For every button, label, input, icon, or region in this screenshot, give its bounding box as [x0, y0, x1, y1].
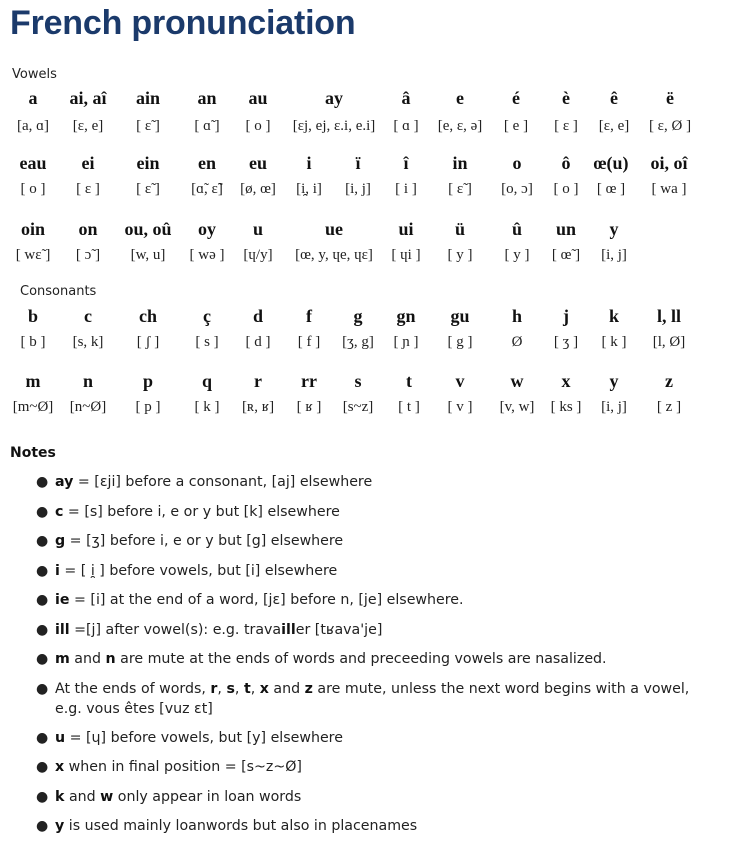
letter-cell: œ(u): [593, 153, 629, 173]
letter-cell: ê: [610, 88, 618, 108]
ipa-cell: [ø, œ]: [240, 181, 276, 197]
letter-cell: f: [306, 306, 312, 326]
ipa-cell: [w, u]: [130, 247, 166, 263]
letter-cell: z: [665, 371, 673, 391]
letter-cell: ch: [139, 306, 157, 326]
letter-cell: u: [252, 219, 264, 239]
ipa-cell: [ œ̃ ]: [551, 247, 581, 263]
letter-cell: ü: [454, 219, 466, 239]
bullet-icon: ●: [36, 592, 49, 608]
note-item: ● x when in final position = [s~z~Ø]: [36, 759, 302, 775]
letter-cell: b: [27, 306, 39, 326]
letter-cell: j: [563, 306, 569, 326]
ipa-cell: [i, j]: [601, 399, 627, 415]
ipa-cell: [ ʒ ]: [553, 334, 579, 350]
letter-cell: t: [406, 371, 412, 391]
letter-cell: in: [452, 153, 468, 173]
ipa-cell: [e, ɛ, ə]: [437, 118, 483, 134]
ipa-cell: [ɛj, ej, ɛ.i, e.i]: [292, 118, 376, 134]
bullet-icon: ●: [36, 621, 49, 638]
letter-cell: oin: [20, 219, 46, 239]
notes-heading: Notes: [10, 445, 56, 461]
ipa-cell: [ i ]: [395, 181, 417, 197]
letter-cell: î: [403, 153, 409, 173]
note-item: ● ay = [ɛji] before a consonant, [aj] elsewhere: [36, 474, 373, 490]
ipa-cell: [œ, y, ɥe, ɥɛ]: [295, 247, 373, 263]
ipa-cell: [m~Ø]: [12, 399, 54, 415]
bullet-icon: ●: [36, 533, 49, 549]
page-title: French pronunciation: [10, 4, 356, 42]
letter-cell: é: [512, 88, 520, 108]
letter-cell: oi, oî: [650, 153, 688, 173]
ipa-cell: [i, j]: [345, 181, 371, 197]
letter-cell: r: [254, 371, 262, 391]
letter-cell: ô: [561, 153, 571, 173]
ipa-cell: [ ɥi ]: [391, 247, 421, 263]
letter-cell: ç: [203, 306, 211, 326]
note-item: ● u = [ɥ] before vowels, but [y] elsewhere: [36, 729, 343, 746]
letter-cell: oy: [198, 219, 216, 239]
note-item: ● g = [ʒ] before i, e or y but [g] elsewhere: [36, 533, 344, 549]
ipa-cell: [ ɲ ]: [393, 334, 419, 350]
ipa-cell: [ ɛ̃ ]: [136, 181, 160, 197]
letter-cell: eau: [19, 153, 47, 173]
letter-cell: v: [455, 371, 465, 391]
letter-cell: è: [562, 88, 570, 108]
letter-cell: ui: [398, 219, 414, 239]
letter-cell: e: [456, 88, 464, 108]
ipa-cell: [ ɛ, Ø ]: [648, 118, 692, 134]
note-item: ● m and n are mute at the ends of words and preceeding vowels are nasalized.: [36, 651, 607, 667]
ipa-cell: [ ɛ̃ ]: [448, 181, 472, 197]
letter-cell: h: [511, 306, 523, 326]
letter-cell: l, ll: [656, 306, 682, 326]
ipa-cell: [ z ]: [656, 399, 682, 415]
letter-cell: ou, oû: [124, 219, 172, 239]
ipa-cell: [ ɑ ]: [393, 118, 419, 134]
letter-cell: en: [198, 153, 216, 173]
ipa-cell: [ wə ]: [189, 247, 225, 263]
letter-cell: ï: [355, 153, 361, 173]
ipa-cell: [ wa ]: [651, 181, 687, 197]
ipa-cell: [ ɛ ]: [76, 181, 100, 197]
bullet-icon: ●: [36, 788, 49, 805]
note-item: ● ie = [i] at the end of a word, [jɛ] before n, [je] elsewhere.: [36, 592, 464, 608]
bullet-icon: ●: [36, 759, 49, 775]
ipa-cell: [ p ]: [135, 399, 161, 415]
ipa-cell: [ɑ̃, ɛ̃]: [191, 181, 223, 197]
letter-cell: gn: [396, 306, 416, 326]
vowels-label: Vowels: [12, 67, 57, 82]
letter-cell: au: [248, 88, 268, 108]
ipa-cell: [ g ]: [447, 334, 473, 350]
letter-cell: û: [511, 219, 523, 239]
note-item: ● At the ends of words, r, s, t, x and z are mute, unless the next word begins with a vowel, e.g. vous êtes [vuz ɛt]: [36, 680, 690, 717]
bullet-icon: ●: [36, 651, 49, 667]
note-item: ● ill =[j] after vowel(s): e.g. travailler [tʁava'je]: [36, 621, 383, 638]
ipa-cell: [s, k]: [72, 334, 104, 350]
ipa-cell: [v, w]: [499, 399, 535, 415]
letter-cell: q: [201, 371, 213, 391]
bullet-icon: ●: [36, 680, 49, 697]
ipa-cell: [ s ]: [195, 334, 219, 350]
ipa-cell: [ o ]: [553, 181, 579, 197]
bullet-icon: ●: [36, 562, 49, 579]
bullet-icon: ●: [36, 503, 49, 520]
ipa-cell: [ ɛ̃ ]: [136, 118, 160, 134]
letter-cell: s: [354, 371, 362, 391]
letter-cell: ay: [325, 88, 343, 108]
letter-cell: p: [142, 371, 154, 391]
ipa-cell: [ ɔ̃ ]: [75, 247, 101, 263]
ipa-cell: [ wɛ̃ ]: [15, 247, 51, 263]
ipa-cell: [ʀ, ʁ]: [241, 399, 275, 415]
letter-cell: w: [510, 371, 524, 391]
letter-cell: o: [512, 153, 522, 173]
ipa-cell: [ y ]: [504, 247, 530, 263]
letter-cell: g: [353, 306, 363, 326]
ipa-cell: [i̯, i]: [296, 181, 322, 197]
note-item: ● c = [s] before i, e or y but [k] elsewhere: [36, 503, 340, 520]
ipa-cell: [ ɛ ]: [554, 118, 578, 134]
ipa-cell: [ k ]: [601, 334, 627, 350]
ipa-cell: [i, j]: [601, 247, 627, 263]
ipa-cell: [ y ]: [447, 247, 473, 263]
letter-cell: ue: [325, 219, 343, 239]
ipa-cell: [ b ]: [20, 334, 46, 350]
letter-cell: ein: [136, 153, 160, 173]
ipa-cell: [ o ]: [20, 181, 46, 197]
letter-cell: m: [25, 371, 41, 391]
ipa-cell: [ ʁ ]: [296, 399, 322, 415]
ipa-cell: [ e ]: [503, 118, 529, 134]
bullet-icon: ●: [36, 818, 49, 834]
ipa-cell: [ ʃ ]: [136, 334, 160, 350]
bullet-icon: ●: [36, 474, 49, 490]
bullet-icon: ●: [36, 729, 49, 746]
letter-cell: k: [608, 306, 620, 326]
note-item: ● k and w only appear in loan words: [36, 788, 302, 805]
ipa-cell: [ ɑ̃ ]: [194, 118, 220, 134]
ipa-cell: [ɛ, e]: [598, 118, 630, 134]
note-item: ● y is used mainly loanwords but also in placenames: [36, 818, 418, 834]
letter-cell: n: [82, 371, 94, 391]
ipa-cell: [ t ]: [398, 399, 420, 415]
letter-cell: ain: [135, 88, 161, 108]
notes-list: [0, 472, 720, 846]
letter-cell: un: [555, 219, 577, 239]
ipa-cell: [ d ]: [245, 334, 271, 350]
letter-cell: ë: [666, 88, 674, 108]
ipa-cell: [ f ]: [297, 334, 321, 350]
ipa-cell: Ø: [511, 334, 523, 350]
letter-cell: i: [306, 153, 312, 173]
note-item: ● i = [ i̯ ] before vowels, but [i] elsewhere: [36, 562, 338, 579]
ipa-cell: [ɥ/y]: [243, 247, 273, 263]
ipa-cell: [s~z]: [342, 399, 374, 415]
letter-cell: eu: [249, 153, 267, 173]
ipa-cell: [ɛ, e]: [72, 118, 104, 134]
ipa-cell: [l, Ø]: [652, 334, 686, 350]
consonants-label: Consonants: [20, 284, 97, 299]
ipa-cell: [ o ]: [245, 118, 271, 134]
letter-cell: d: [252, 306, 264, 326]
letter-cell: y: [609, 219, 619, 239]
letter-cell: y: [609, 371, 619, 391]
letter-cell: ai, aî: [69, 88, 107, 108]
letter-cell: â: [401, 88, 411, 108]
ipa-cell: [a, ɑ]: [17, 118, 49, 134]
letter-cell: an: [197, 88, 217, 108]
letter-cell: ei: [81, 153, 95, 173]
ipa-cell: [ ks ]: [550, 399, 582, 415]
ipa-cell: [o, ɔ]: [501, 181, 533, 197]
ipa-cell: [ œ ]: [596, 181, 626, 197]
ipa-cell: [n~Ø]: [69, 399, 107, 415]
letter-cell: rr: [301, 371, 317, 391]
letter-cell: gu: [450, 306, 470, 326]
letter-cell: a: [28, 88, 38, 108]
letter-cell: on: [78, 219, 98, 239]
ipa-cell: [ k ]: [194, 399, 220, 415]
letter-cell: x: [561, 371, 571, 391]
ipa-cell: [ v ]: [447, 399, 473, 415]
letter-cell: c: [84, 306, 92, 326]
ipa-cell: [ʒ, g]: [342, 334, 374, 350]
